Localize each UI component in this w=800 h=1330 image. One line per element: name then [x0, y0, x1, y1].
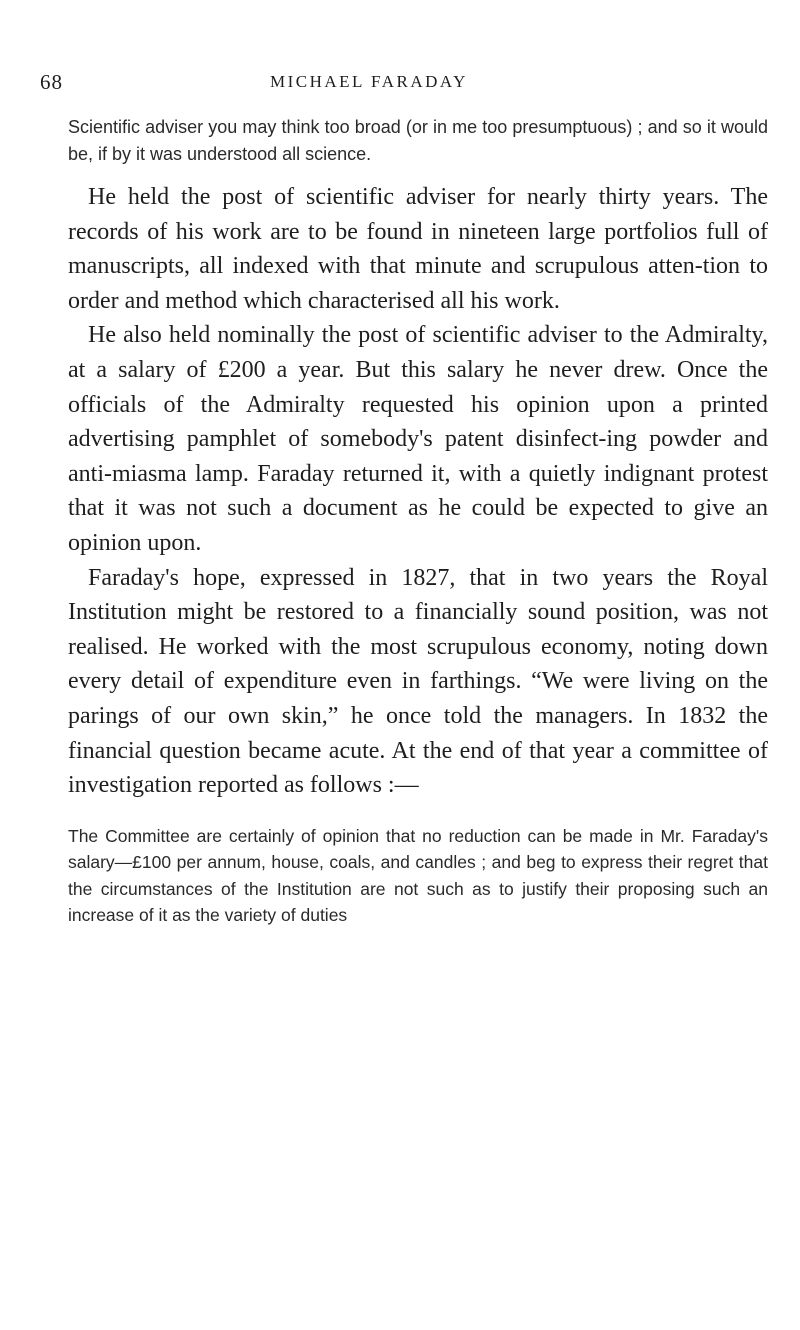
paragraph-admiralty: He also held nominally the post of scientific adviser to the Admiralty, at a salary of £200 a year. But this salary he never drew. Once the officials of the Admiralty requested his opinion upon a printed advertising pamphlet of somebody's patent disinfect-ing powder and anti-miasma lamp. Faraday returned it, with a quietly indignant protest that it was not such a document as he could be expected to give an opinion upon. [68, 322, 768, 556]
running-title: MICHAEL FARADAY [270, 72, 468, 91]
paragraph-royal-institution: Faraday's hope, expressed in 1827, that in two years the Royal Institution might be restored to a financially sound position, was not realised. He worked with the most scrupulous economy, noting down every detail of expenditure even in farthings. “We were living on the parings of our own skin,” he once told the managers. In 1832 the financial question became acute. At the end of that year a committee of investigation reported as follows :— [68, 564, 768, 799]
paragraph-scientific-adviser: He held the post of scientific adviser for nearly thirty years. The records of his work are to be found in nineteen large portfolios full of manuscripts, all indexed with that minute and scrupulous atten-tion to order and method which characterised all his work. [68, 184, 768, 314]
page-number: 68 [40, 70, 63, 94]
quoted-passage-top: Scientific adviser you may think too broad (or in me too presumptuous) ; and so it would be, if by it was understood all science. [68, 117, 768, 164]
quoted-passage-committee: The Committee are certainly of opinion that no reduction can be made in Mr. Faraday's salary—£100 per annum, house, coals, and candles ; and beg to express their regret that the circumstances of the Institution are not such as to justify their proposing such an increase of it as the variety of duties [68, 825, 768, 926]
page-body [68, 114, 768, 929]
running-head [40, 70, 780, 100]
